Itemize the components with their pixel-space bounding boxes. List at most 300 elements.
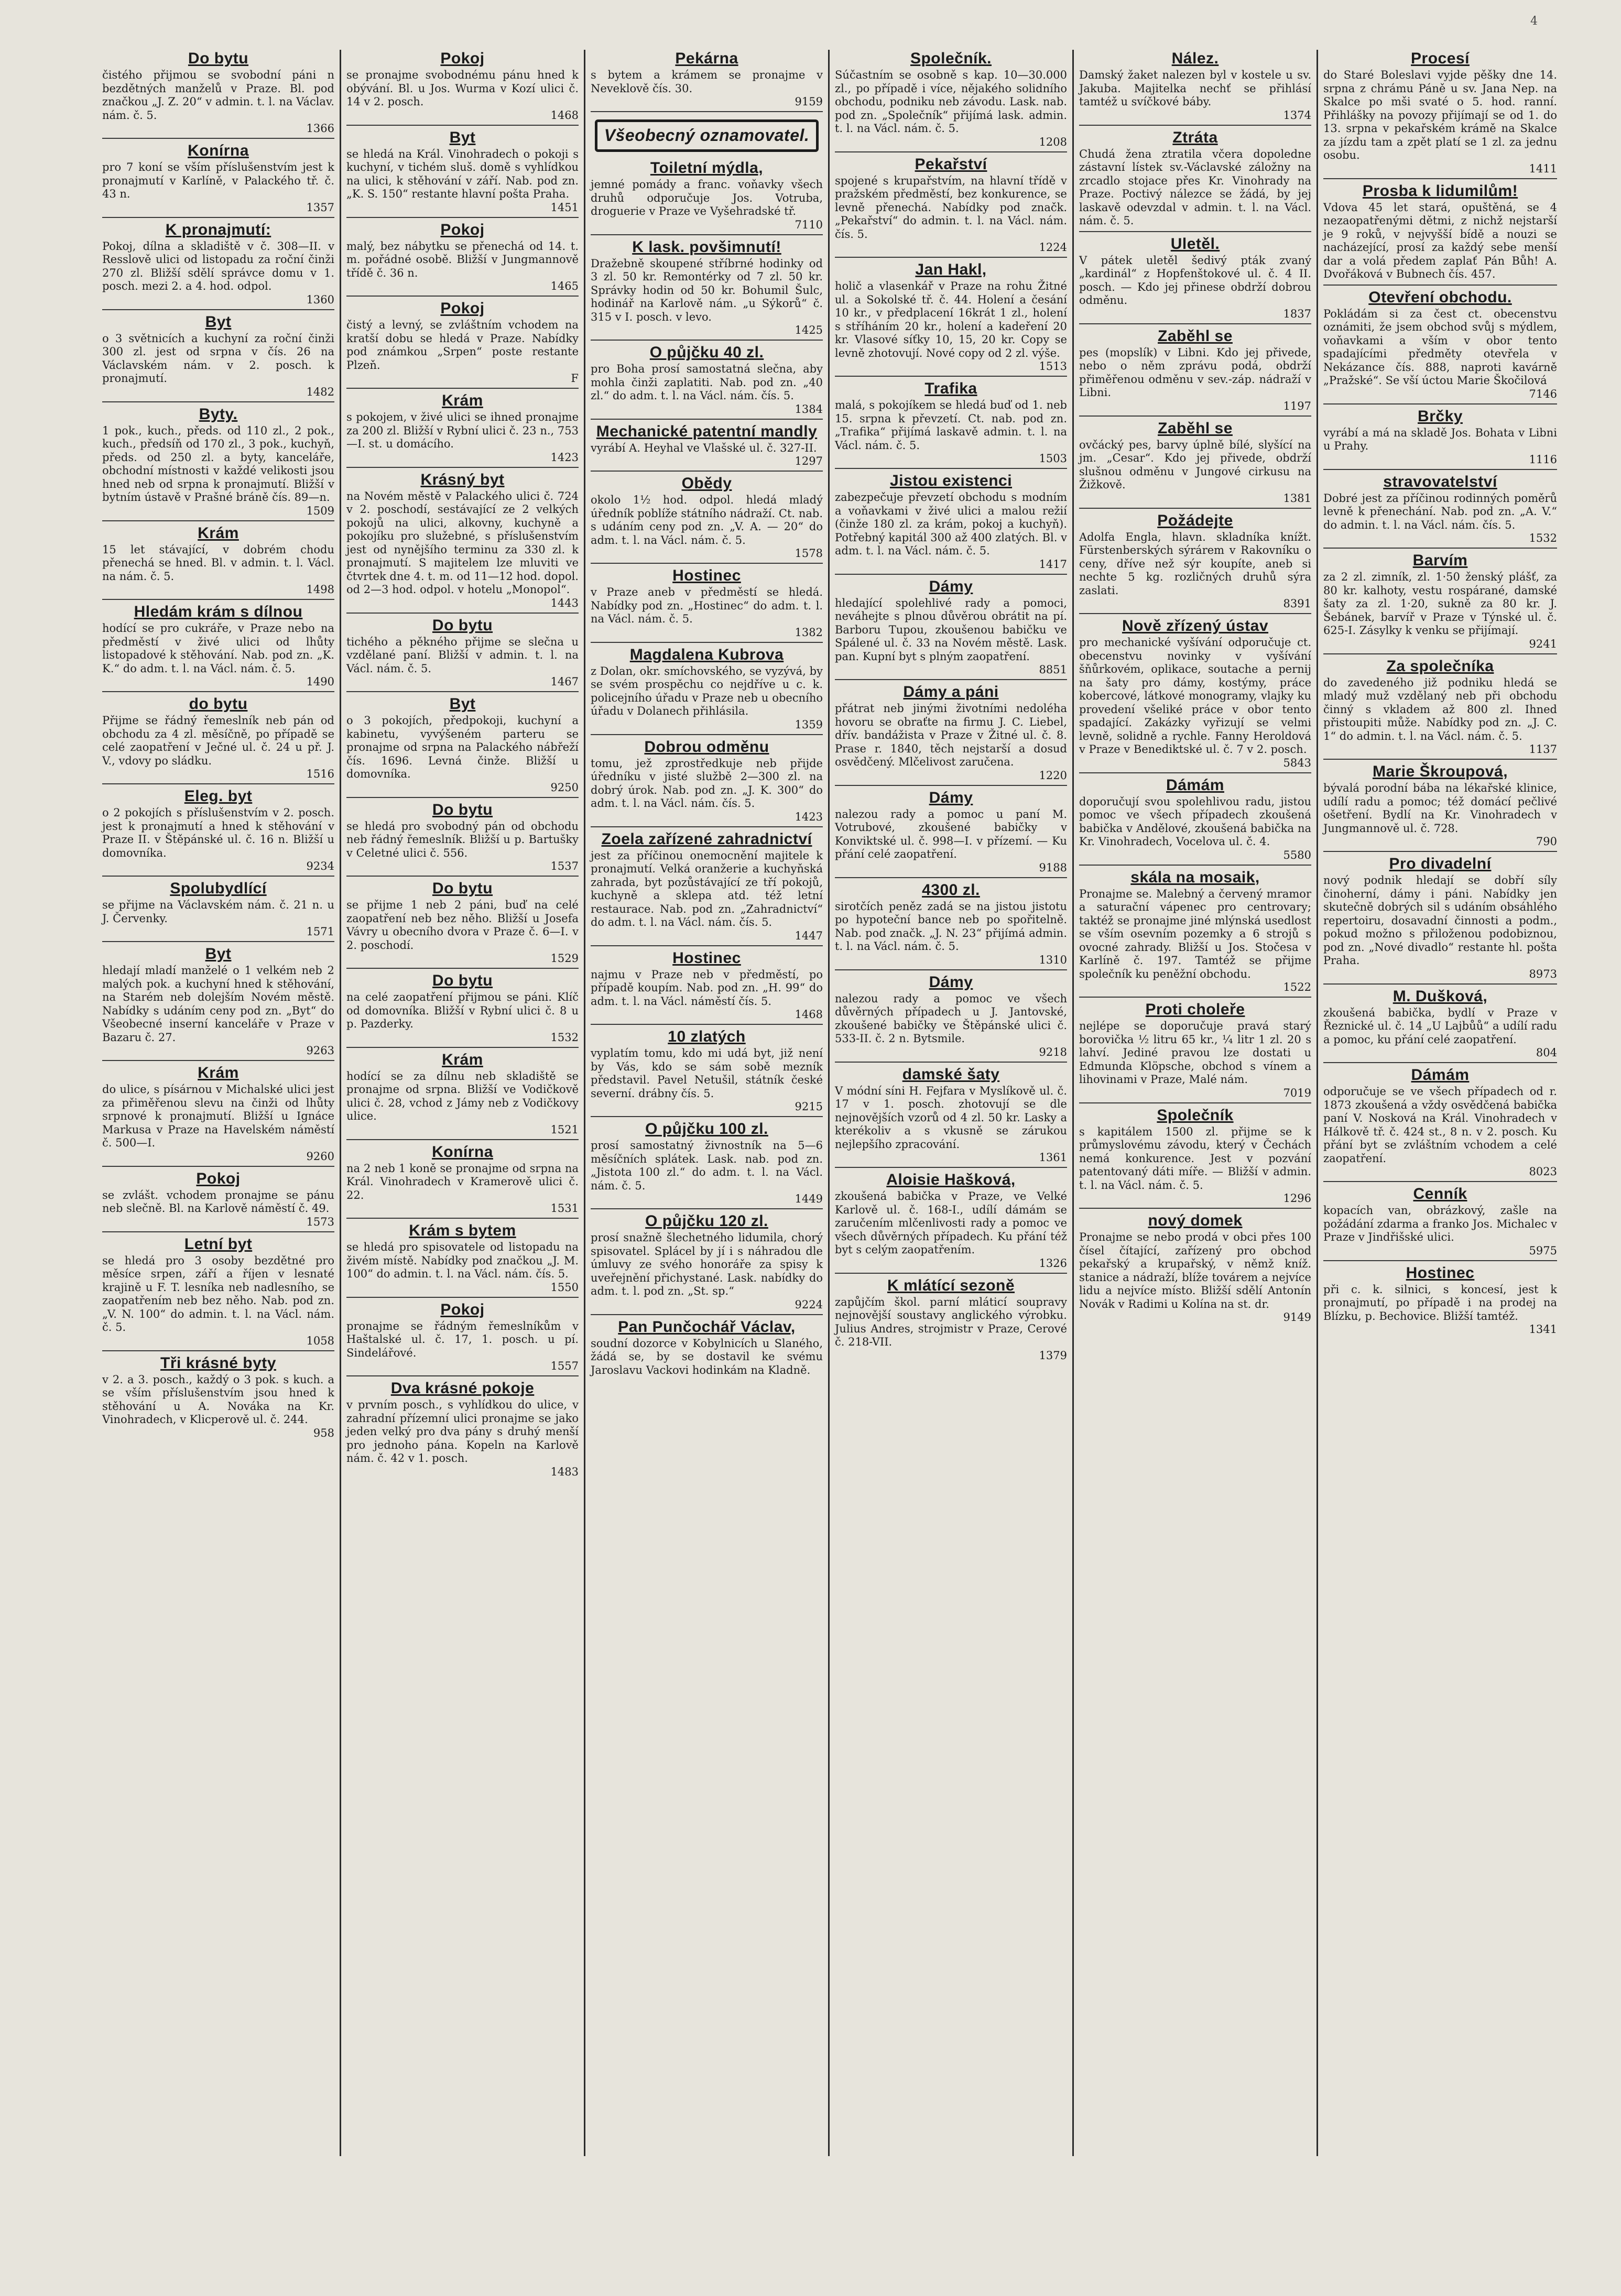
classified-ad (591, 738, 823, 827)
ad-code: 1578 (795, 547, 823, 560)
ad-code: 1137 (1529, 743, 1557, 756)
ad-title: damské šaty (902, 1065, 1000, 1083)
ad-title: Do bytu (432, 880, 493, 897)
ad-title: Dva krásné pokoje (390, 1380, 535, 1397)
ad-title: Pekařství (915, 155, 987, 173)
ad-code: 1513 (1039, 360, 1067, 373)
ad-body: jemné pomády a franc. voňavky všech druhů odporučuje Jos. Votruba, droguerie v Praze ve Vyšehradské tř. (591, 178, 823, 217)
ad-body: čistý a levný, se zvláštním vchodem na kratší dobu se hledá v Praze. Nabídky pod známkou „Srpen“ poste restante Plzeň. (346, 319, 579, 371)
classified-ad (346, 617, 579, 693)
ad-title: nový domek (1148, 1212, 1243, 1229)
ad-body: přátrat neb jinými životními nedoléha hovoru se obraťte na firmu J. C. Liebel, dřív. bandážista v Praze v Žitné ul. č. 8. Prase r. 1840, těch nejstarší a dosud osvědčený. Mlčelivost zaručena. (835, 702, 1067, 768)
ad-title: skála na mosaik, (1130, 868, 1260, 886)
classified-ad (835, 261, 1067, 377)
ad-column-4 (830, 50, 1074, 2156)
classified-ad (835, 1171, 1067, 1274)
classified-ad (835, 50, 1067, 152)
classified-ad (346, 50, 579, 126)
ad-body: hledající spolehlivé rady a pomoci, neváhejte s plnou důvěrou obrátit na pí. Barboru Tupou, zkoušenou babičku ve Spálené ul. č. 33 na Novém městě. Lask. pan. Kupní byt s plným zaopatření. (835, 596, 1067, 663)
ad-title: Byt (449, 128, 476, 146)
ad-code: 8973 (1529, 967, 1557, 980)
ad-title: Společník (1157, 1106, 1234, 1124)
ad-title: Uletěl. (1170, 235, 1220, 253)
ad-title: M. Dušková, (1392, 987, 1488, 1005)
ad-code: 9241 (1529, 637, 1557, 650)
ad-code: 1361 (1039, 1151, 1067, 1164)
classified-ad (346, 1051, 579, 1140)
classified-ad (346, 221, 579, 297)
ad-column-1 (97, 50, 341, 2156)
ad-title: Nález. (1171, 50, 1219, 67)
classified-ad (1079, 327, 1311, 417)
ad-body: tomu, jež zprostředkuje neb přijde úředníku v jisté službě 2—300 zl. na dobrý úrok. Nab. pod zn. „J. K. 300“ do adm. t. l. na Václ. nám. čís. 5. (591, 757, 823, 810)
classified-ad (1079, 235, 1311, 324)
ad-code: 1468 (795, 1008, 823, 1021)
ad-code: 1522 (1283, 981, 1311, 993)
ad-title: Všeobecný oznamovatel. (604, 126, 810, 145)
ad-body: s bytem a krámem se pronajme v Neveklově čís. 30. (591, 69, 823, 95)
ad-body: ovčácký pes, barvy úplně bílé, slyšící na jm. „Cesar“. Kdo jej přivede, obdrží slušnou odměnu v Jungové cirkusu na Žižkově. (1079, 438, 1311, 491)
classified-ad (835, 472, 1067, 575)
ad-title: 4300 zl. (922, 881, 980, 899)
ad-title: Společník. (910, 50, 992, 67)
ad-body: pronajme se řádným řemeslníkům v Haštalské ul. č. 17, 1. posch. u pí. Sindelářové. (346, 1319, 579, 1359)
ad-body: pro mechanické vyšívání odporučuje ct. obecenstvu novinky v vyšívání šňůrkovém, oplikace, soutache a pernij na šaty pro dámy, kostýmy, práce kobercové, látkové monogramy, vlajky ku provedení všeliké práce v obor tento spadající. Zakázky vyřizují se velmi levně, solidně a rychle. Fanny Heroldová v Praze v Benediktské ul. č. 7 v 2. posch. (1079, 636, 1311, 756)
ad-body: za 2 zl. zimník, zl. 1·50 ženský plášť, za 80 kr. kalhoty, vestu rospárané, damské šaty za zl. 1·20, sukně za 80 kr. J. Šebánek, barvíř v Praze v Týnské ul. č. 625-I. Zásylky k venku se přijímají. (1323, 571, 1557, 637)
ad-title: Byt (449, 695, 476, 713)
ad-body: pro Boha prosí samostatná slečna, aby mohla činži zaplatiti. Nab. pod zn. „40 zl.“ do adm. t. l. na Václ. nám. čís. 5. (591, 363, 823, 402)
ad-body: na celé zaopatření přijmou se páni. Klíč od domovníka. Bližší v Rybní ulici č. 8 u p. Pazderky. (346, 991, 579, 1030)
ad-code: 1531 (550, 1202, 579, 1215)
ad-title: Krásný byt (420, 471, 505, 488)
ad-title: Pokoj (440, 1300, 485, 1318)
classified-ad (346, 1222, 579, 1298)
newspaper-ad-page (97, 50, 1564, 2156)
classified-ad (835, 1066, 1067, 1168)
ad-code: 1423 (795, 810, 823, 823)
classified-ad (1323, 1066, 1557, 1182)
ad-code: 5580 (1283, 848, 1311, 861)
ad-code: 1509 (306, 504, 334, 517)
ad-title: Mechanické patentní mandly (596, 422, 818, 440)
ad-title: Do bytu (432, 616, 493, 634)
ad-code: 9159 (795, 95, 823, 108)
ad-body: Damský žaket nalezen byl v kostele u sv. Jakuba. Majitelka nechť se přihlásí tamtéž u svíčkové báby. (1079, 69, 1311, 108)
ad-code: F (571, 372, 579, 385)
ad-title: Do bytu (188, 50, 249, 67)
ad-body: 15 let stávající, v dobrém chodu přenechá se hned. Bl. v admin. t. l. Václ. na nám. č. 5. (102, 543, 334, 583)
ad-body: holič a vlasenkář v Praze na rohu Žitné ul. a Sokolské tř. č. 44. Holení a česání 10 kr., v předplacení 16krát 1 zl., holení s stříháním 20 kr., holení a kadeření 20 kr. Vlasové síťky 10, 15, 20 kr. Copy se levně zhotovují. Nové copy od 2 zl. výše. (835, 280, 1067, 359)
ad-title: Krám (442, 392, 483, 409)
ad-body: nový podnik hledají se dobří síly činoherní, dámy i páni. Nabídky jen skutečně dobrých sil s udáním obsáhlého repertoiru, dosavadní činnosti a podm., pokud možno s přiloženou podobiznou, pod zn. „Nové divadlo“ restante hl. pošta Praha. (1323, 874, 1557, 967)
ad-code: 1837 (1283, 307, 1311, 320)
ad-body: Přijme se řádný řemeslník neb pán od obchodu za 4 zl. měsíčně, po případě se celé zaopatření v Ječné ul. č. 24 u př. J. V., vdovy po sládku. (102, 714, 334, 767)
ad-body: prosí snažně šlechetného lidumila, chorý spisovatel. Splácel by jí i s náhradou dle úmluvy ze svého honoráře za spisy k uveřejnění přichystané. Lask. nabídky do adm. t. l. pod zn. „St. sp.“ (591, 1231, 823, 1297)
ad-code: 790 (1536, 835, 1557, 848)
classified-ad (346, 801, 579, 877)
ad-title: Letní byt (184, 1235, 253, 1253)
classified-ad (102, 1354, 334, 1442)
ad-code: 1449 (795, 1193, 823, 1205)
ad-code: 9224 (795, 1298, 823, 1311)
ad-title: Ztráta (1172, 128, 1218, 146)
ad-code: 7110 (795, 218, 823, 231)
ad-title: K lask. povšimnutí! (632, 238, 781, 256)
ad-code: 1341 (1529, 1323, 1557, 1336)
ad-code: 804 (1536, 1046, 1557, 1059)
ad-body: se přijme 1 neb 2 páni, buď na celé zaopatření neb bez něho. Bližší u Josefa Vávry u obecního dvora v Praze č. 6—I. v 2. poschodí. (346, 899, 579, 952)
ad-column-5 (1074, 50, 1318, 2156)
ad-code: 9149 (1283, 1311, 1311, 1324)
ad-body: hledají mladí manželé o 1 velkém neb 2 malých pok. a kuchyní hned k stěhování, na Starém neb dolejším Novém městě. Nabídky s udáním ceny pod zn. „Byt“ do Všeobecné inserní kanceláře v Praze v Bazaru č. 27. (102, 964, 334, 1044)
ad-body: v 2. a 3. posch., každý o 3 pok. s kuch. a se vším příslušenstvím jsou hned k stěhování u A. Nováka na Kr. Vinohradech, v Klicperově ul. č. 244. (102, 1373, 334, 1426)
ad-code: 1516 (306, 768, 334, 780)
ad-body: při c. k. silnici, s koncesí, jest k pronajmutí, po případě i na prodej na Blízku, p. Bechovice. Bližší tamtéž. (1323, 1283, 1557, 1322)
ad-title: Pokoj (440, 221, 485, 238)
ad-title: Konírna (188, 142, 249, 159)
classified-ad (102, 313, 334, 402)
ad-title: Jistou existenci (889, 472, 1013, 489)
ad-body: hodící se za dílnu neb skladiště se pronajme od srpna. Bližší ve Vodičkově ulici č. 28, vchod z Jámy neb z Vodičkovy ulice. (346, 1069, 579, 1122)
ad-code: 8023 (1529, 1165, 1557, 1178)
ad-title: Dámám (1411, 1066, 1470, 1084)
ad-code: 1447 (795, 929, 823, 942)
ad-body: nalezou rady a pomoc ve všech důvěrných případech u J. Jantovské, zkoušené babičky ve Štěpánské ulici č. 533-II. č. 2 n. Bytsmile. (835, 992, 1067, 1045)
ad-title: Zoela zařízené zahradnictví (601, 830, 812, 848)
ad-body: pro 7 koní se vším příslušenstvím jest k pronajmutí v Karlíně, v Palackého tř. č. 43 n. (102, 161, 334, 200)
classified-ad (1323, 50, 1557, 179)
ad-code: 1571 (306, 925, 334, 938)
classified-ad (835, 380, 1067, 469)
ad-title: Jan Hakl, (915, 261, 987, 278)
ad-body: spojené s krupařstvím, na hlavní třídě v pražském předměstí, bez konkurence, se levně přenechá. Nabídky pod značk. „Pekařství“ do admin. t. l. na Václ. nám. čís. 5. (835, 174, 1067, 240)
ad-code: 1532 (550, 1031, 579, 1044)
classified-ad (1079, 869, 1311, 998)
classified-ad (346, 1301, 579, 1377)
ad-title: O půjčku 120 zl. (645, 1212, 768, 1230)
ad-body: v prvním posch., s vyhlídkou do ulice, v zahradní přízemní ulici pronajme se jako jeden velký pro dva pány s druhý menší pro jednoho pána. Kopeln na Karlově nám. č. 42 v 1. posch. (346, 1398, 579, 1464)
ad-body: malý, bez nábytku se přenechá od 14. t. m. pořádné osobě. Bližší v Jungmannově třídě č. 36 n. (346, 239, 579, 279)
ad-body: prosí samostatný živnostník na 5—6 měsíčních splátek. Lask. nab. pod zn. „Jistota 100 zl.“ do adm. t. l. na Václ. nám. č. 5. (591, 1139, 823, 1192)
ad-code: 1521 (550, 1123, 579, 1136)
classified-ad (102, 603, 334, 692)
classified-ad (835, 974, 1067, 1063)
ad-code: 1224 (1039, 241, 1067, 254)
ad-code: 1381 (1283, 491, 1311, 505)
ad-code: 1220 (1039, 769, 1067, 782)
ad-code: 8391 (1283, 597, 1311, 610)
ad-code: 1425 (795, 324, 823, 336)
ad-title: Pan Punčochář Václav, (618, 1318, 796, 1336)
ad-body: zkoušená babička, bydlí v Praze v Řeznické ul. č. 14 „U Lajbůů“ a udílí radu a pomoc, ku přání celé zaopatření. (1323, 1006, 1557, 1046)
ad-title: Do bytu (432, 972, 493, 989)
classified-ad (1323, 289, 1557, 404)
classified-ad (102, 945, 334, 1061)
classified-ad (102, 788, 334, 877)
ad-body: o 3 světnicích a kuchyní za roční činži 300 zl. jest od srpna v čís. 26 na Václavském nám. v 2. posch. k pronajmutí. (102, 332, 334, 385)
ad-code: 1359 (795, 718, 823, 731)
ad-body: vyplatím tomu, kdo mi udá byt, již není by Vás, kdo se sám sobě mezník představil. Pavel Netušil, státník české severní. drábny čís. 5. (591, 1047, 823, 1100)
classified-ad (1323, 182, 1557, 286)
ad-code: 1297 (795, 455, 823, 467)
ad-title: do bytu (189, 695, 248, 713)
classified-ad (1079, 1212, 1311, 1327)
ad-code: 1443 (550, 596, 579, 609)
ad-title: Pokoj (440, 50, 485, 67)
classified-ad (1323, 1185, 1557, 1261)
ad-code: 9250 (550, 781, 579, 794)
ad-title: stravovatelství (1383, 473, 1497, 490)
classified-ad (1323, 855, 1557, 985)
ad-code: 1197 (1283, 399, 1311, 412)
ad-code: 1423 (550, 451, 579, 464)
ad-code: 7019 (1283, 1086, 1311, 1099)
ad-body: bývalá porodní bába na lékařské klinice, udílí radu a pomoc; též domácí pečlivé ošetření. Bydlí na Kr. Vinohradech v Jungmannově ul. č. 728. (1323, 782, 1557, 835)
classified-ad (346, 1143, 579, 1219)
classified-ad (1079, 1107, 1311, 1209)
classified-ad (102, 1170, 334, 1232)
ad-code: 9260 (306, 1150, 334, 1163)
ad-code: 1310 (1039, 953, 1067, 966)
ad-body: s pokojem, v živé ulici se ihned pronajme za 200 zl. Bližší v Rybní ulici č. 23 n., 753—I. st. u domácího. (346, 411, 579, 450)
ad-code: 1357 (306, 201, 334, 214)
ad-code: 9188 (1039, 861, 1067, 874)
ad-title: Dámy (929, 973, 973, 991)
ad-code: 1490 (306, 675, 334, 688)
ad-body: se zvlášt. vchodem pronajme se pánu neb slečně. Bl. na Karlově náměstí č. 49. (102, 1188, 334, 1215)
ad-code: 1532 (1529, 532, 1557, 544)
ad-body: nejlépe se doporučuje pravá starý borovička ½ litru 65 kr., ¼ litr 1 zl. 20 s lahví. Jediné pravou lze dostati u Edmunda Klöpsche, obchod s vínem a lihovinami v Praze, Malé nám. (1079, 1020, 1311, 1086)
ad-title: Prosba k lidumilům! (1362, 182, 1518, 200)
classified-ad (591, 1120, 823, 1209)
ad-title: Krám (198, 1064, 239, 1081)
ad-title: Hledám krám s dílnou (134, 603, 303, 620)
classified-ad (102, 1236, 334, 1351)
ad-body: pes (mopslík) v Libni. Kdo jej přivede, nebo o něm zprávu podá, obdrží přiměřenou odměnu v sev.-záp. nádraží v Libni. (1079, 346, 1311, 399)
ad-column-6 (1318, 50, 1562, 2156)
ad-code: 5975 (1529, 1244, 1557, 1257)
ad-body: Pronajme se nebo prodá v obci přes 100 čísel čítající, zařízený pro obchod pekařský a krupařský, v němž kníž. stanice a nádraží, blíže továrem a nejvíce lidu a nejvíce místo. Bližší sdělí Antonín Novák v Radimi u Kolína na st. dr. (1079, 1231, 1311, 1310)
classified-ad (1323, 763, 1557, 852)
ad-body: se hledá pro spisovatele od listopadu na živém místě. Nabídky pod značkou „J. M. 100“ do admin. t. l. na Václ. nám. čís. 5. (346, 1241, 579, 1280)
ad-code: 1417 (1039, 557, 1067, 571)
classified-ad (591, 646, 823, 735)
classified-ad (1323, 658, 1557, 760)
ad-body: o 3 pokojích, předpokoji, kuchyní a kabinetu, vyvýšeném parteru se pronajme od srpna na Palackého nábřeží čís. 1696. Levná činže. Bližší u domovníka. (346, 714, 579, 780)
ad-title: Marie Škroupová, (1372, 763, 1508, 780)
ad-title: Dámy (929, 789, 973, 806)
ad-title: Do bytu (432, 801, 493, 818)
ad-code: 1537 (550, 860, 579, 872)
ad-body: Súčastním se osobně s kap. 10—30.000 zl., po případě i více, nějakého solidního obchodu, podniku neb závodu. Lask. nab. pod zn. „Společník“ přijímá lask. admin. t. l. na Václ. nám. č. 5. (835, 69, 1067, 135)
ad-body: Pronajme se. Malebný a červený mramor a saturační vápenec pro centrovary; taktéž se pronajme jiné mlýnská usedlost se vším osevním pozemky a 6 strojů s ovocné zahrady. Bližší u Jos. Stočesa v Karlíně č. 197. Tamtéž se přijme společník ku peněžní obchodu. (1079, 887, 1311, 980)
ad-body: se pronajme svobodnému pánu hned k obývání. Bl. u Jos. Wurma v Kozí ulici č. 14 v 2. posch. (346, 69, 579, 108)
ad-code: 7146 (1529, 387, 1557, 400)
ad-body: soudní dozorce v Kobylnicích u Slaného, žádá se, by se dostavil ke svému Jaroslavu Vackovi hodinkám na Kladně. (591, 1337, 823, 1376)
ad-title: Za společníka (1386, 657, 1494, 675)
ad-body: Dražebně skoupené stříbrné hodinky od 3 zl. 50 kr. Remontérky od 7 zl. 50 kr. Správky hodin od 50 kr. Bohumil Šulc, hodinář na Karlově nám. „u Sýkorů“ č. 315 v I. posch. v levo. (591, 257, 823, 323)
classified-ad (102, 524, 334, 600)
classified-ad (591, 238, 823, 341)
classified-ad (591, 159, 823, 235)
classified-ad (1079, 512, 1311, 615)
classified-ad (346, 1380, 579, 1481)
ad-code: 1382 (795, 626, 823, 639)
classified-ad (591, 1318, 823, 1381)
ad-code: 1058 (306, 1334, 334, 1347)
classified-ad (1079, 1001, 1311, 1103)
classified-ad (591, 1212, 823, 1315)
ad-body: se hledá pro 3 osoby bezdětné pro měsíce srpen, září a říjen v lesnaté krajině u F. T. lesníka neb nadlesního, se zaopatřením neb bez něho. Nab. pod zn. „V. N. 100“ do admin. t. l. na Václ. nám. č. 5. (102, 1254, 334, 1333)
classified-ad (591, 50, 823, 112)
ad-body: zkoušená babička v Praze, ve Velké Karlově ul. č. 168-I., udílí dámám se zaručením mlčenlivosti rady a pomoc ve všech důvěrných případech. Ku přání též byt s celým zaopatřením. (835, 1190, 1067, 1256)
ad-title: Byt (205, 945, 232, 963)
classified-ad (835, 156, 1067, 258)
ad-title: Cenník (1413, 1185, 1467, 1202)
ad-column-3 (585, 50, 830, 2156)
ad-title: K pronajmutí: (165, 221, 271, 238)
ad-title: Eleg. byt (184, 788, 253, 805)
ad-code: 1550 (550, 1281, 579, 1294)
ad-code: 9263 (306, 1044, 334, 1057)
ad-title: Byt (205, 313, 232, 331)
classified-ad (1323, 552, 1557, 654)
ad-title: Tři krásné byty (160, 1354, 276, 1372)
classified-ad (835, 881, 1067, 970)
ad-body: tichého a pěkného přijme se slečna u vzdělané paní. Bližší v admin. t. l. na Václ. nám. č. 5. (346, 635, 579, 675)
ad-body: malá, s pokojíkem se hledá buď od 1. neb 15. srpna k převzetí. Ct. nab. pod zn. „Trafika“ přijímá laskavě admin. t. l. na Václ. nám. č. 5. (835, 399, 1067, 452)
ad-code: 1366 (306, 122, 334, 135)
ad-body: Dobré jest za příčinou rodinných poměrů levně k přenechání. Nab. pod zn. „A. V.“ do admin. t. l. na Václ. nám. čís. 5. (1323, 491, 1557, 531)
ad-title: Trafika (924, 380, 977, 397)
ad-body: odporučuje se ve všech případech od r. 1873 zkoušená a vždy osvědčená babička paní V. Nosková na Král. Vinohradech v Hálkově tř. č. 424 st., 8 n. v 2. posch. Ku přání byt se zvláštním vchodem a celé zaopatření. (1323, 1085, 1557, 1165)
ad-body: najmu v Praze neb v předměstí, po případě koupím. Nab. pod zn. „H. 99“ do adm. t. l. na Václ. náměstí čís. 5. (591, 968, 823, 1008)
ad-title: Toiletní mýdla, (650, 159, 764, 177)
ad-body: do zavedeného již podniku hledá se mladý muž vzdělaný neb při obchodu činný s vkladem až 800 zl. Ihned přistoupiti může. Nabídky pod zn. „J. C. 1“ do admin. t. l. na Václ. nám. č. 5. (1323, 676, 1557, 742)
ad-title: Dobrou odměnu (644, 738, 769, 756)
ad-title: Dámy (929, 577, 973, 595)
ad-title: Zaběhl se (1158, 327, 1233, 345)
ad-code: 1465 (550, 280, 579, 292)
ad-title: Procesí (1411, 50, 1470, 67)
ad-body: Adolfa Engla, hlavn. skladníka knížt. Fürstenberských sýrárem v Rakovníku o ceny, dříve než sýr koupíte, aneb si nechte 5 kg. rozličných druhů sýra zaslati. (1079, 530, 1311, 597)
classified-ad (102, 221, 334, 310)
ad-code: 5843 (1283, 756, 1311, 769)
classified-ad (1323, 988, 1557, 1064)
classified-ad (1079, 617, 1311, 773)
classified-ad (591, 1028, 823, 1117)
classified-ad (346, 880, 579, 969)
ad-body: 1 pok., kuch., předs. od 110 zl., 2 pok., kuch., předsíň od 170 zl., 3 pok., kuchyň, předs. od 250 zl. a byty, kanceláře, obchodní místnosti v každé velikosti jsou hned neb od srpna k pronajmutí. Bližší v bytním ústavě v Prašné bráně čís. 89—n. (102, 424, 334, 504)
ad-body: V pátek uletěl šedivý pták zvaný „kardinál“ z Hopfenštokové ul. č. 4 II. posch. — Kdo jej přinese obdrží dobrou odměnu. (1079, 254, 1311, 307)
ad-title: Barvím (1412, 552, 1468, 569)
ad-code: 1451 (550, 201, 579, 214)
ad-code: 9218 (1039, 1045, 1067, 1058)
classified-ad (835, 789, 1067, 878)
ad-code: 1529 (550, 952, 579, 965)
ad-column-2 (341, 50, 585, 2156)
ad-code: 1498 (306, 583, 334, 596)
ad-body: do Staré Boleslavi vyjde pěšky dne 14. srpna z chrámu Páně u sv. Jana Nep. na Skalce po mši svaté o 5. hod. ranní. Přihlášky na povozy přijímají se od 1. do 13. srpna v pekařském krámě na Skalce za jízdu tam a zpět platí se 1 zl. za jednu osobu. (1323, 69, 1557, 161)
classified-ad (346, 129, 579, 218)
ad-body: Pokoj, dílna a skladiště v č. 308—II. v Resslově ulici od listopadu za roční činži 270 zl. Bližší sdělí správce domu v 1. posch. mezi 2. a 4. hod. odpol. (102, 239, 334, 292)
ad-title: Krám (198, 524, 239, 542)
classified-ad (102, 880, 334, 942)
ad-body: o 2 pokojích s příslušenstvím v 2. posch. jest k pronajmutí a hned k stěhování v Praze II. v Štěpánské ul. č. 16 n. Bližší u domovníka. (102, 806, 334, 859)
ad-code: 1379 (1039, 1349, 1067, 1362)
ad-title: Zaběhl se (1158, 419, 1233, 437)
ad-body: kopacích van, obrázkový, zašle na požádání zdarma a franko Jos. Michalec v Praze v Jindřišské ulici. (1323, 1204, 1557, 1243)
ad-code: 1116 (1529, 453, 1557, 466)
ad-title: O půjčku 40 zl. (649, 344, 764, 361)
ad-title: Pokoj (440, 300, 485, 317)
ad-body: se hledá pro svobodný pán od obchodu neb řádný řemeslník. Bližší u p. Bartušky v Celetné ulici č. 556. (346, 819, 579, 859)
ad-code: 1384 (795, 402, 823, 416)
ad-body: hodící se pro cukráře, v Praze nebo na předměstí v živé ulici od lhůty listopadové k stěhování. Nab. pod zn. „K. K.“ do adm. t. l. na Václ. nám. č. 5. (102, 622, 334, 675)
ad-body: V módní síni H. Fejfara v Myslíkově ul. č. 17 v 1. posch. zhotovují se dle nejnovějších vzorů od 4 zl. 50 kr. Lasky a kterékoliv a s vkusně se zárukou nejlepšího zpracování. (835, 1084, 1067, 1151)
ad-title: Dámy a páni (903, 683, 999, 701)
classified-ad (1079, 420, 1311, 509)
classified-ad (346, 972, 579, 1048)
ad-code: 1483 (550, 1465, 579, 1478)
ad-body: doporučují svou spolehlivou radu, jistou pomoc ve všech případech zkoušená babička v Andělové, zkoušená babička na Kr. Vinohradech, Vocelova ul. č. 4. (1079, 795, 1311, 848)
ad-body: do ulice, s písárnou v Michalské ulici jest za přiměřenou slevu na činži od lhůty srpnové k pronajmutí. Bližší u Ignáce Markusa v Praze na Havelském náměstí č. 500—I. (102, 1083, 334, 1149)
ad-body: vyrábí a má na skladě Jos. Bohata v Libni u Prahy. (1323, 426, 1557, 452)
classified-ad (102, 695, 334, 784)
ad-code: 1296 (1283, 1192, 1311, 1205)
ad-title: Krám (442, 1051, 483, 1068)
ad-body: čistého přijmou se svobodní páni n bezdětných manželů v Praze. Bl. pod značkou „J. Z. 20“ v admin. t. l. na Václav. nám. č. 5. (102, 69, 334, 122)
classified-ad (835, 683, 1067, 786)
ad-body: nalezou rady a pomoc u paní M. Votrubové, zkoušené babičky v Konviktské ul. č. 998—I. v přízemí. — Ku přání celé zaopatření. (835, 807, 1067, 860)
ad-title: Hostinec (672, 949, 741, 967)
ad-body: se přijme na Václavském nám. č. 21 n. u J. Červenky. (102, 899, 334, 925)
ad-title: Proti choleře (1145, 1001, 1245, 1018)
classified-ad (591, 949, 823, 1025)
classified-ad (1079, 777, 1311, 866)
ad-body: vyrábí A. Heyhal ve Vlašské ul. č. 327-II. (591, 441, 817, 454)
ad-title: Otevření obchodu. (1368, 288, 1512, 306)
classified-ad (102, 1064, 334, 1167)
ad-body: zabezpečuje převzetí obchodu s modním a voňavkami v živé ulici a malou režií (činže 180 zl. za krám, pokoj a kuchyň). Potřebný kapitál 300 až 400 zlatých. Bl. v adm. t. l. na Václ. nám. č. 5. (835, 491, 1067, 557)
ad-body: na 2 neb 1 koně se pronajme od srpna na Král. Vinohradech v Kramerově ulici č. 22. (346, 1162, 579, 1201)
classified-ad (1323, 473, 1557, 549)
ad-code: 1208 (1039, 135, 1067, 148)
ad-title: Obědy (681, 475, 732, 492)
ad-body: okolo 1½ hod. odpol. hledá mladý úředník poblíže státního nádraží. Ct. nab. s udáním ceny pod zn. „V. A. — 20“ do adm. t. l. na Václ. nám. č. 5. (591, 494, 823, 546)
ad-title: Konírna (432, 1143, 493, 1161)
ad-title: Dámám (1166, 776, 1224, 794)
ad-title: Krám s bytem (409, 1222, 516, 1239)
ad-code: 9215 (795, 1100, 823, 1113)
ad-title: Aloisie Hašková, (886, 1171, 1016, 1188)
ad-body: s kapitálem 1500 zl. přijme se k průmyslovému závodu, který v Čechách nemá konkurence. Jest v pozvání patentovaný dáti míře. — Bližší v admin. t. l. na Václ. nám. č. 5. (1079, 1125, 1311, 1191)
classified-ad (591, 830, 823, 946)
ad-title: Spolubydlící (170, 880, 267, 897)
classified-ad (595, 119, 819, 152)
classified-ad (102, 142, 334, 218)
page-mark: 4 (1530, 15, 1538, 28)
ad-body: sirotčích peněz zadá se na jistou jistotu po hypoteční bance neb po spořitelně. Nab. pod značk. „J. N. 23“ přijímá admin. t. l. na Václ. nám. č. 5. (835, 900, 1067, 953)
classified-ad (346, 392, 579, 468)
ad-title: O půjčku 100 zl. (645, 1120, 768, 1138)
classified-ad (591, 567, 823, 643)
ad-title: 10 zlatých (668, 1028, 746, 1045)
ad-code: 1374 (1283, 108, 1311, 122)
ad-code: 1557 (550, 1360, 579, 1372)
classified-ad (835, 578, 1067, 681)
classified-ad (346, 300, 579, 389)
